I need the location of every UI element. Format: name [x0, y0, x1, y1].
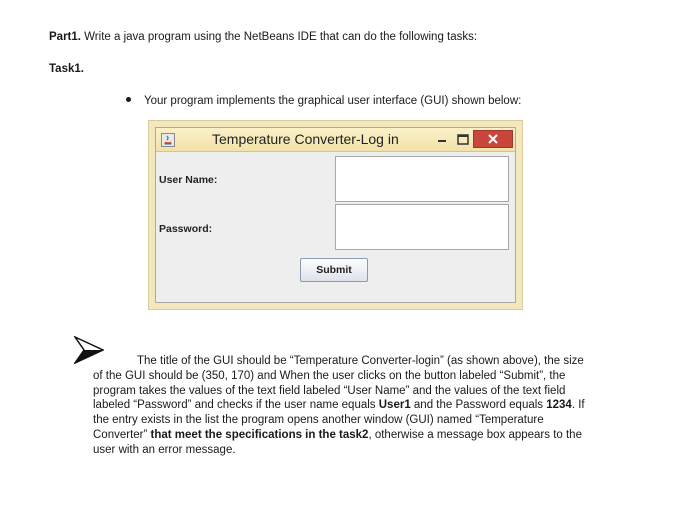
password-field[interactable]	[335, 204, 509, 250]
maximize-icon[interactable]	[456, 133, 470, 146]
task2-spec-text: that meet the specifications in the task2	[150, 428, 369, 441]
paragraph-line-5: the entry exists in the list the program opens another window (GUI) named “Temperature	[93, 414, 544, 427]
line6-part-a: Converter”	[93, 428, 151, 441]
part1-label: Part1.	[49, 31, 81, 43]
part1-heading	[49, 30, 477, 44]
password-label: Password:	[159, 223, 213, 235]
close-icon	[474, 131, 512, 147]
user1-value: User1	[378, 399, 411, 412]
part1-text: Write a java program using the NetBeans IDE that can do the following tasks:	[80, 31, 478, 43]
paragraph-line-7: user with an error message.	[93, 443, 236, 456]
paragraph-line-3: program takes the values of the text field labeled “User Name” and the values of the text field	[93, 384, 566, 397]
window-title-bar	[156, 128, 515, 152]
gui-window	[155, 127, 516, 303]
password-value: 1234	[546, 399, 572, 412]
maximize-glyph	[456, 133, 470, 146]
paragraph-line-4	[93, 398, 633, 413]
minimize-glyph	[435, 133, 449, 147]
bullet-dot-icon	[126, 97, 131, 102]
task1-heading: Task1.	[49, 63, 84, 75]
paragraph-line-6	[93, 428, 633, 443]
window-content	[156, 153, 515, 302]
bullet-item	[126, 94, 521, 108]
paragraph-line-1: The title of the GUI should be “Temperature Converter-login” (as shown above), the size	[137, 355, 584, 367]
description-paragraph	[93, 354, 633, 458]
java-app-icon	[161, 133, 175, 147]
user-name-field[interactable]	[335, 156, 509, 202]
line4-part-c: and the Password equals	[410, 399, 547, 412]
user-name-label: User Name:	[159, 174, 218, 186]
minimize-icon[interactable]	[435, 133, 449, 147]
bullet-text: Your program implements the graphical user interface (GUI) shown below:	[144, 95, 522, 107]
paragraph-line-2: of the GUI should be (350, 170) and When the user clicks on the button labeled “Submit”, the	[93, 369, 566, 382]
line4-part-e: . If	[571, 399, 585, 412]
line4-part-a: labeled “Password” and checks if the user name equals	[93, 399, 379, 412]
window-title: Temperature Converter-Log in	[212, 131, 399, 147]
line6-part-c: , otherwise a message box appears to the	[368, 428, 582, 441]
close-button[interactable]	[473, 130, 513, 148]
gui-window-image	[148, 120, 523, 310]
submit-button[interactable]: Submit	[300, 258, 368, 282]
